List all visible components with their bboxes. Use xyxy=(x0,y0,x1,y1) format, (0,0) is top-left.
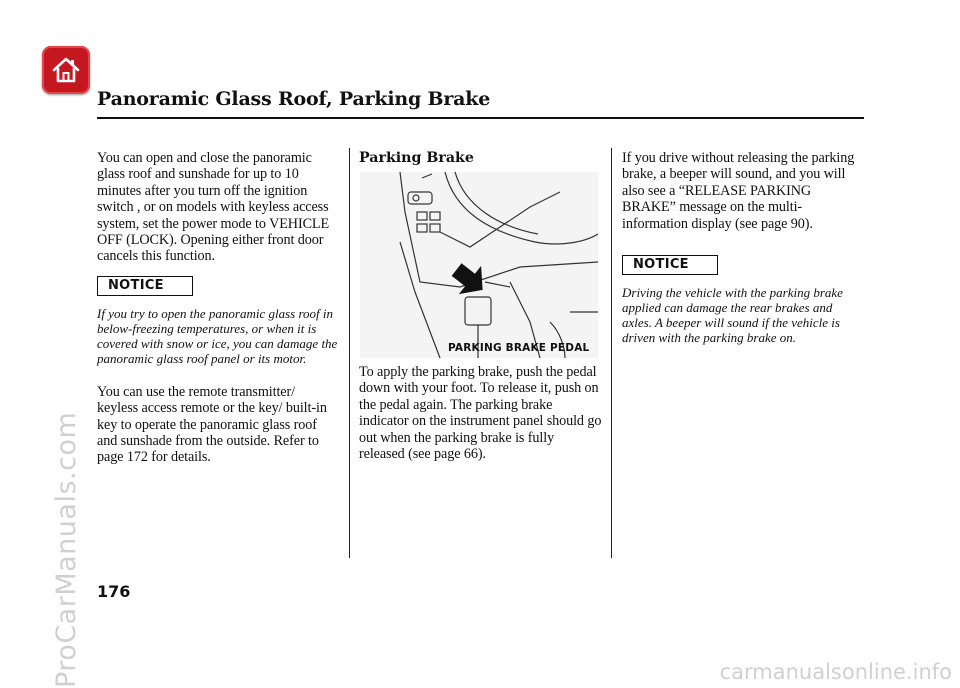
column-divider xyxy=(611,148,612,558)
home-button[interactable] xyxy=(42,46,90,94)
page-number: 176 xyxy=(97,582,131,601)
parking-brake-figure xyxy=(360,172,598,358)
page-title: Panoramic Glass Roof, Parking Brake xyxy=(97,88,491,110)
roof-operation-text: You can open and close the panoramic glass roof and sunshade for up to 10 minutes after you turn off the ignition switch , or on models with keyless access system, set the power mode to VEHICLE OFF (LOCK). Opening either front door cancels this function. xyxy=(97,150,330,265)
column-divider xyxy=(349,148,350,558)
parking-brake-text: To apply the parking brake, push the pedal down with your foot. To release it, push on the pedal again. The parking brake indicator on the instrument panel should go out when the parking brake is fully released (see page 66). xyxy=(359,364,602,463)
bottom-watermark: carmanualsonline.info xyxy=(719,660,952,684)
column-right xyxy=(622,150,862,345)
notice-badge: NOTICE xyxy=(622,255,718,275)
figure-caption: PARKING BRAKE PEDAL xyxy=(448,342,590,354)
remote-operation-text: You can use the remote transmitter/ keyless access remote or the key/ built-in key to operate the panoramic glass roof and sunshade from the outside. Refer to page 172 for details. xyxy=(97,383,327,466)
release-warning-text: If you drive without releasing the parking brake, a beeper will sound, and you will also see a “RELEASE PARKING BRAKE” message on the multi-information display (see page 90). xyxy=(622,150,855,232)
section-heading: Parking Brake xyxy=(359,150,474,166)
brake-notice-text: Driving the vehicle with the parking brake applied can damage the rear brakes and axles. A beeper will sound if the vehicle is driven with the parking brake on. xyxy=(622,285,843,346)
column-left xyxy=(97,150,339,466)
parking-brake-illustration xyxy=(360,172,598,358)
home-icon xyxy=(50,54,82,86)
side-watermark: ProCarManuals.com xyxy=(51,411,82,688)
notice-badge: NOTICE xyxy=(97,276,193,296)
title-divider xyxy=(97,117,864,119)
roof-notice-text: If you try to open the panoramic glass roof in below-freezing temperatures, or when it is covered with snow or ice, you can damage the panoramic glass roof panel or its motor. xyxy=(97,305,338,366)
